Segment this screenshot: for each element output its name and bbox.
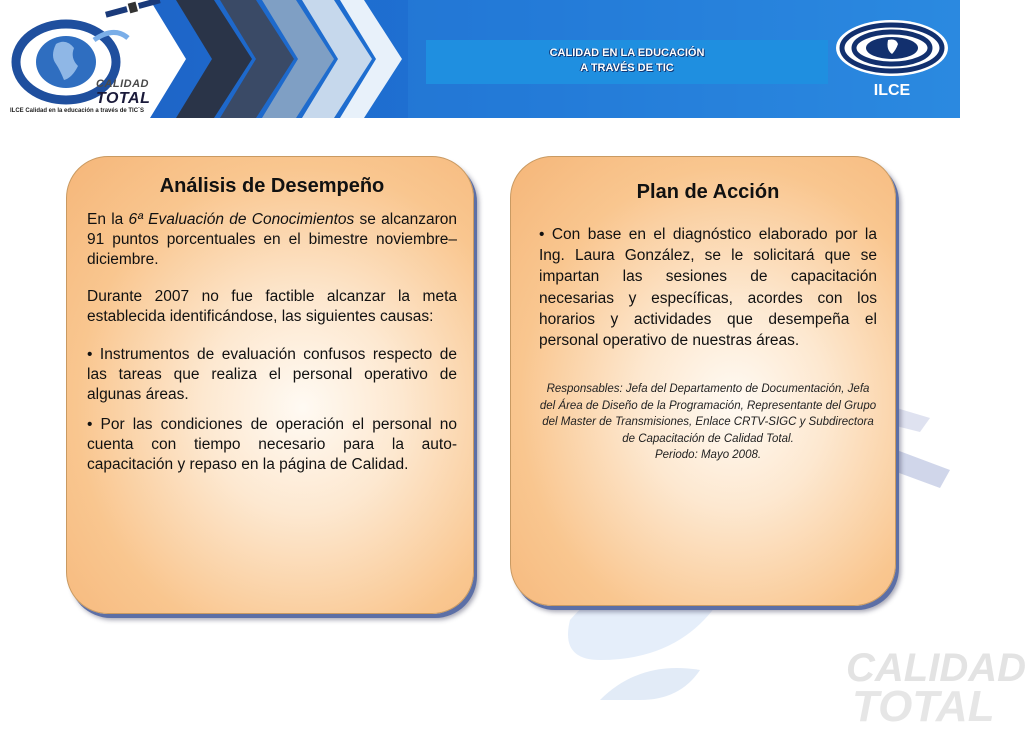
- periodo-text: Periodo: Mayo 2008.: [654, 449, 762, 462]
- analisis-desempeno-card: [66, 156, 474, 614]
- responsables-text: Responsables: Jefa del Departamento de Documentación, Jefa del Área de Diseño de la Programación, Representante del Grupo del Master de Transmisiones, Enlace CRTV-SIGC y Subdirectora de Capacitación de Calidad Total.: [539, 383, 877, 445]
- watermark-word-calidad: CALIDAD: [846, 646, 1026, 690]
- card-title: Análisis de Desempeño: [159, 175, 385, 197]
- watermark-word-total: TOTAL: [852, 682, 995, 731]
- evaluation-name: 6ª Evaluación de Conocimientos: [128, 211, 355, 228]
- plan-accion-card: [510, 156, 896, 606]
- banner-line-1: CALIDAD EN LA EDUCACIÓN: [549, 47, 705, 59]
- card-title: Plan de Acción: [636, 181, 780, 203]
- evaluation-text-start: En la: [87, 211, 129, 228]
- logo-tagline: ILCE Calidad en la educación a través de TIC´S: [10, 108, 145, 114]
- logo-word-calidad: CALIDAD: [96, 78, 149, 90]
- header-bar: [0, 0, 960, 118]
- cause-bullet-2: • Por las condiciones de operación el personal no cuenta con tiempo necesario para la auto-capacitación y repaso en la página de Calidad.: [87, 416, 457, 473]
- evaluation-text-end: se alcanzaron 91 puntos porcentuales en el bimestre noviembre–diciembre.: [87, 211, 457, 268]
- cause-bullet-1: • Instrumentos de evaluación confusos respecto de las tareas que realiza el personal operativo de algunas áreas.: [87, 346, 457, 403]
- banner-line-2: A TRAVÉS DE TIC: [580, 62, 674, 74]
- causes-intro-paragraph: Durante 2007 no fue factible alcanzar la meta establecida identificándose, las siguientes causas:: [87, 288, 457, 325]
- header-banner: [426, 40, 828, 84]
- evaluation-paragraph: [87, 210, 457, 270]
- responsables-block: [539, 381, 877, 464]
- ilce-logo-text: ILCE: [873, 82, 911, 99]
- action-plan-paragraph: • Con base en el diagnóstico elaborado por la Ing. Laura González, se le solicitará que se impartan las sesiones de capacitación necesarias y específicas, acordes con los horarios y actividades que desempeña el personal operativo de nuestras áreas.: [539, 226, 877, 350]
- logo-word-total: TOTAL: [96, 90, 151, 107]
